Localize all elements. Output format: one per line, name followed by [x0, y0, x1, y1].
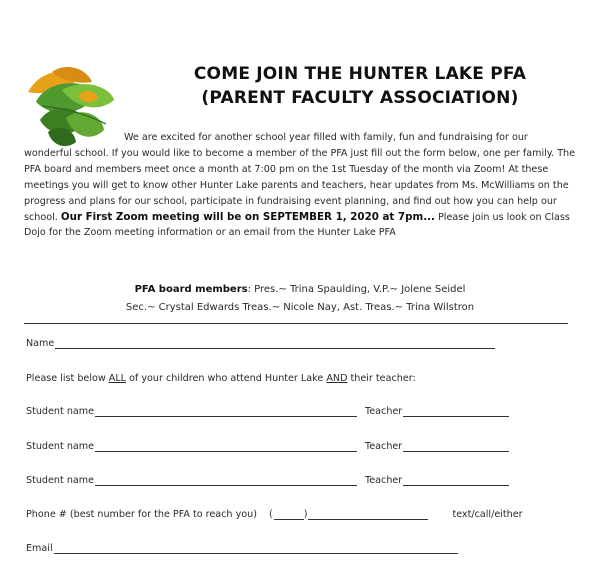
- name-row: [26, 338, 495, 349]
- teacher-label: Teacher: [365, 441, 403, 452]
- teacher-label: Teacher: [365, 406, 403, 417]
- email-label: Email: [26, 543, 53, 554]
- student-row-1: [26, 406, 509, 417]
- intro-paragraph: [24, 130, 576, 241]
- phone-type-options[interactable]: text/call/either: [452, 509, 523, 520]
- note-and: AND: [326, 373, 348, 384]
- note-middle: of your children who attend Hunter Lake: [126, 373, 327, 384]
- email-field[interactable]: [54, 543, 458, 554]
- student-label: Student name: [26, 441, 95, 452]
- name-label: Name: [26, 338, 55, 349]
- phone-paren-close: ): [303, 509, 308, 520]
- note-all: ALL: [108, 373, 127, 384]
- student-row-2: [26, 441, 509, 452]
- phone-area-code-field[interactable]: [274, 509, 304, 520]
- divider: [24, 323, 568, 324]
- phone-row: [26, 509, 523, 520]
- phone-paren-open: (: [268, 509, 273, 520]
- teacher-field-1[interactable]: [403, 406, 509, 417]
- name-field[interactable]: [55, 338, 495, 349]
- student-name-field-1[interactable]: [95, 406, 357, 417]
- intro-closing: Please join us look on Class Dojo for the Zoom meeting information or an email from the Hunter Lake PFA: [24, 211, 570, 239]
- phone-label: Phone # (best number for the PFA to reach you): [26, 509, 257, 520]
- student-label: Student name: [26, 475, 95, 486]
- student-name-field-2[interactable]: [95, 441, 357, 452]
- meeting-highlight: Our First Zoom meeting will be on SEPTEMBER 1, 2020 at 7pm...: [60, 210, 435, 223]
- student-row-3: [26, 475, 509, 486]
- board-members-line2: Sec.~ Crystal Edwards Treas.~ Nicole Nay, Ast. Treas.~ Trina Wilstron: [125, 302, 475, 313]
- student-label: Student name: [26, 406, 95, 417]
- email-row: [26, 543, 458, 554]
- student-name-field-3[interactable]: [95, 475, 357, 486]
- teacher-field-3[interactable]: [403, 475, 509, 486]
- board-members-line1: [24, 284, 576, 295]
- intro-text: We are excited for another school year filled with family, fun and fundraising for our wonderful school. If you would like to become a member of the PFA just fill out the form below, one per family. The PFA board and members meet once a month at 7:00 pm on the 1st Tuesday of the month via Zoom! At these meetings you will get to know other Hunter Lake parents and teachers, hear updates from Ms. McWilliams on the progress and plans for our school, participate in fundraising event planning, and find out how you can help our school.: [24, 132, 576, 223]
- teacher-field-2[interactable]: [403, 441, 509, 452]
- children-instructions: [26, 373, 416, 384]
- board-members-label: PFA board members: [134, 284, 248, 295]
- teacher-label: Teacher: [365, 475, 403, 486]
- page-title-line2: (PARENT FACULTY ASSOCIATION): [201, 88, 519, 108]
- phone-number-field[interactable]: [308, 509, 428, 520]
- board-members-rest: : Pres.~ Trina Spaulding, V.P.~ Jolene Seidel: [247, 284, 466, 295]
- page-title-line1: COME JOIN THE HUNTER LAKE PFA: [193, 64, 527, 84]
- note-before: Please list below: [26, 373, 109, 384]
- note-after: their teacher:: [347, 373, 416, 384]
